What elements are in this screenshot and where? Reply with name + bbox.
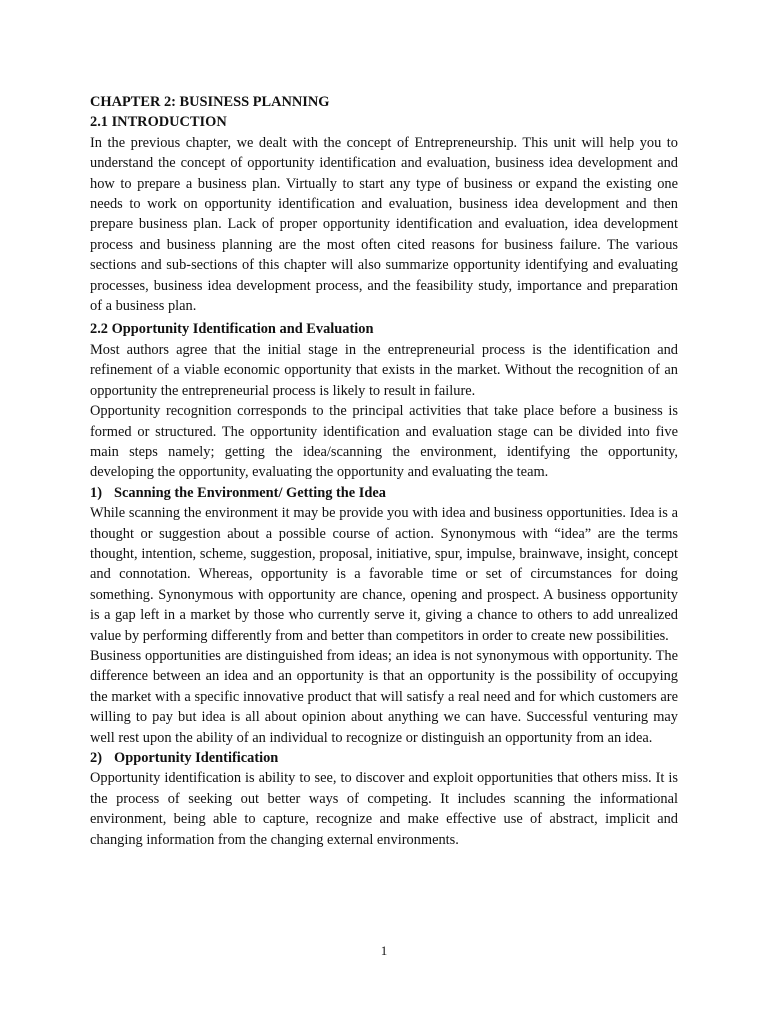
step-2-title: Opportunity Identification — [114, 750, 279, 766]
step-1-paragraph-1: While scanning the environment it may be provide you with idea and business opportunities. Idea is a thought or suggestion about a possible course of action. Synonymous with “idea” are the terms thought, intention, scheme, suggestion, proposal, initiative, spur, impulse, brainwave, insight, concept and connotation. Whereas, opportunity is a favorable time or set of circumstances for doing something. Synonymous with opportunity are chance, opening and prospect. A business opportunity is a gap left in a market by those who currently serve it, giving a chance to others to add unrealized value by performing differently from and better than competitors in order to create new possibilities. — [90, 505, 678, 644]
step-1-number: 1) — [90, 484, 102, 501]
step-2-number: 2) — [90, 750, 102, 766]
section-2-2-paragraph-2: Opportunity recognition corresponds to the principal activities that take place before a business is formed or structured. The opportunity identification and evaluation stage can be divided into five main steps namely; getting the idea/scanning the environment, identifying the opportunity, developing the opportunity, evaluating the opportunity and evaluating the team. — [90, 403, 678, 481]
step-1-paragraph-2: Business opportunities are distinguished from ideas; an idea is not synonymous with opportunity. The difference between an idea and an opportunity is that an opportunity is the possibility of occupying the market with a specific innovative product that will satisfy a real need and for which customers are willing to pay but idea is all about opinion about anything we can have. Successful venturing may well rest upon the ability of an individual to recognize or distinguish an opportunity from an idea. — [90, 647, 678, 746]
section-2-2-heading: 2.2 Opportunity Identification and Evaluation — [90, 321, 374, 338]
section-2-1-paragraph: In the previous chapter, we dealt with the concept of Entrepreneurship. This unit will help you to understand the concept of opportunity identification and evaluation, business idea development and how to prepare a business plan. Virtually to start any type of business or expand the existing one needs to work on opportunity identification and evaluation, business idea development and then prepare business plan. Lack of proper opportunity identification and evaluation, idea development process and business planning are the most often cited reasons for business failure. The various sections and sub-sections of this chapter will also summarize opportunity identifying and evaluating processes, business idea development process, and the feasibility study, importance and preparation of a business plan. — [90, 134, 678, 315]
section-2-2-paragraph-1: Most authors agree that the initial stage in the entrepreneurial process is the identification and refinement of a viable economic opportunity that exists in the market. Without the recognition of an opportunity the entrepreneurial process is likely to result in failure. — [90, 341, 678, 399]
step-1-title: Scanning the Environment/ Getting the Idea — [114, 484, 386, 501]
step-1-heading — [90, 483, 678, 503]
chapter-title: CHAPTER 2: BUSINESS PLANNING — [90, 94, 330, 110]
step-2-paragraph-1: Opportunity identification is ability to see, to discover and exploit opportunities that others miss. It is the process of seeking out better ways of competing. It includes scanning the informational environment, being able to capture, recognize and make effective use of abstract, implicit and changing information from the changing external environments. — [90, 770, 678, 848]
page-number: 1 — [380, 943, 388, 958]
document-page — [90, 92, 678, 850]
section-2-1-heading: 2.1 INTRODUCTION — [90, 114, 227, 131]
step-2-heading — [90, 748, 678, 768]
